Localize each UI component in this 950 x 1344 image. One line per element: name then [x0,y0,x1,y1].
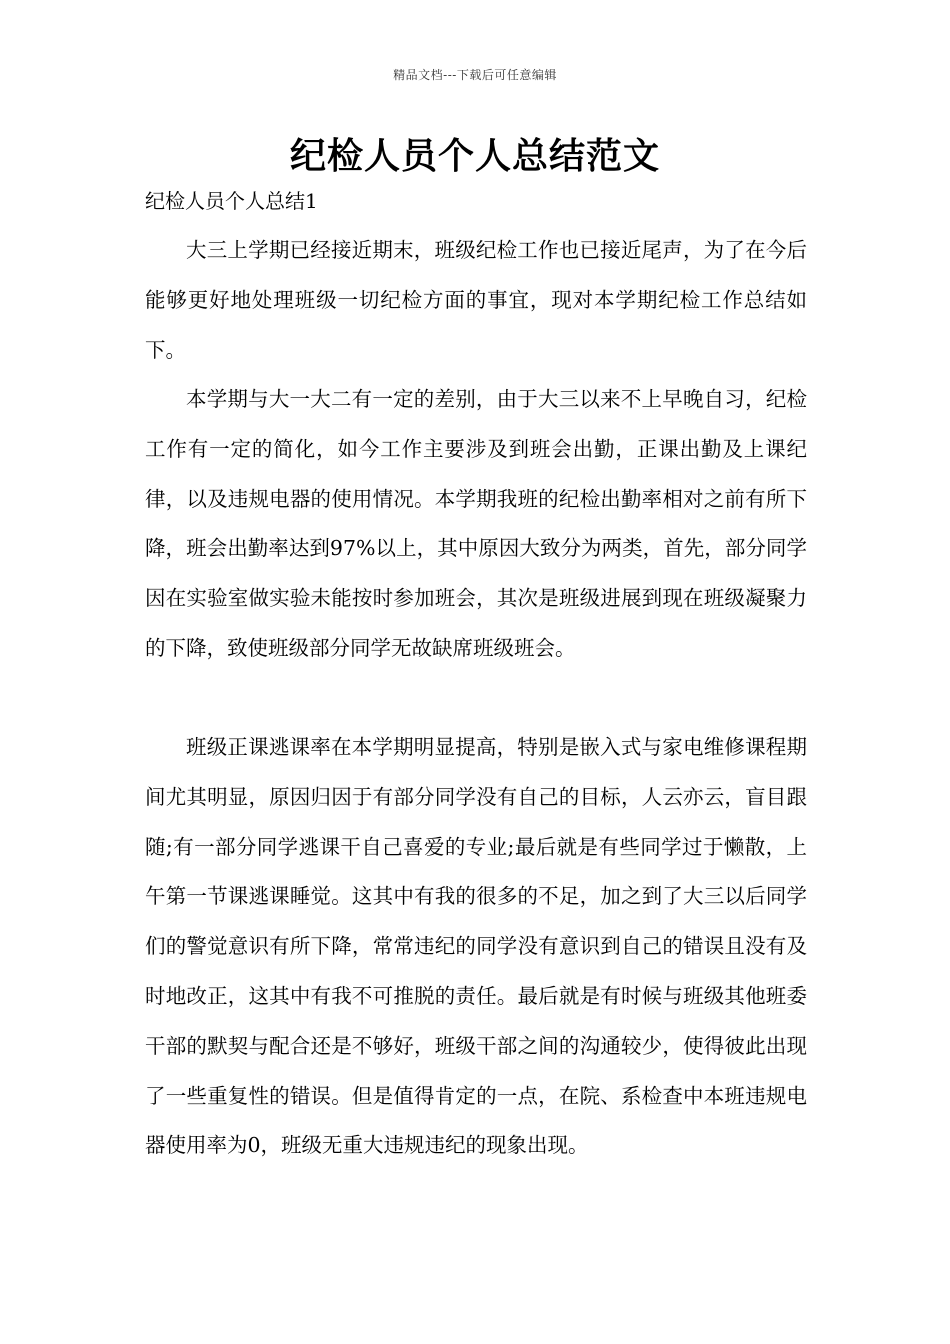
document-title: 纪检人员个人总结范文 [289,135,660,177]
paragraph-1: 大三上学期已经接近期末，班级纪检工作也已接近尾声，为了在今后能够更好地处理班级一切纪检方面的事宜，现对本学期纪检工作总结如下。 [145,238,807,362]
paragraph-3: 班级正课逃课率在本学期明显提高，特别是嵌入式与家电维修课程期间尤其明显，原因归因于有部分同学没有自己的目标，人云亦云，盲目跟随;有一部分同学逃课干自己喜爱的专业;最后就是有些同学过于懒散，上午第一节课逃课睡觉。这其中有我的很多的不足，加之到了大三以后同学们的警觉意识有所下降，常常违纪的同学没有意识到自己的错误且没有及时地改正，这其中有我不可推脱的责任。最后就是有时候与班级其他班委干部的默契与配合还是不够好，班级干部之间的沟通较少，使得彼此出现了一些重复性的错误。但是值得肯定的一点，在院、系检查中本班违规电器使用率为0，班级无重大违规违纪的现象出现。 [145,735,807,1158]
header-note: 精品文档---下载后可任意编辑 [393,68,557,82]
section-heading: 纪检人员个人总结1 [145,189,318,213]
paragraph-2: 本学期与大一大二有一定的差别，由于大三以来不上早晚自习，纪检工作有一定的简化，如今工作主要涉及到班会出勤，正课出勤及上课纪律，以及违规电器的使用情况。本学期我班的纪检出勤率相对之前有所下降，班会出勤率达到97%以上，其中原因大致分为两类，首先，部分同学因在实验室做实验未能按时参加班会，其次是班级进展到现在班级凝聚力的下降，致使班级部分同学无故缺席班级班会。 [145,387,807,660]
